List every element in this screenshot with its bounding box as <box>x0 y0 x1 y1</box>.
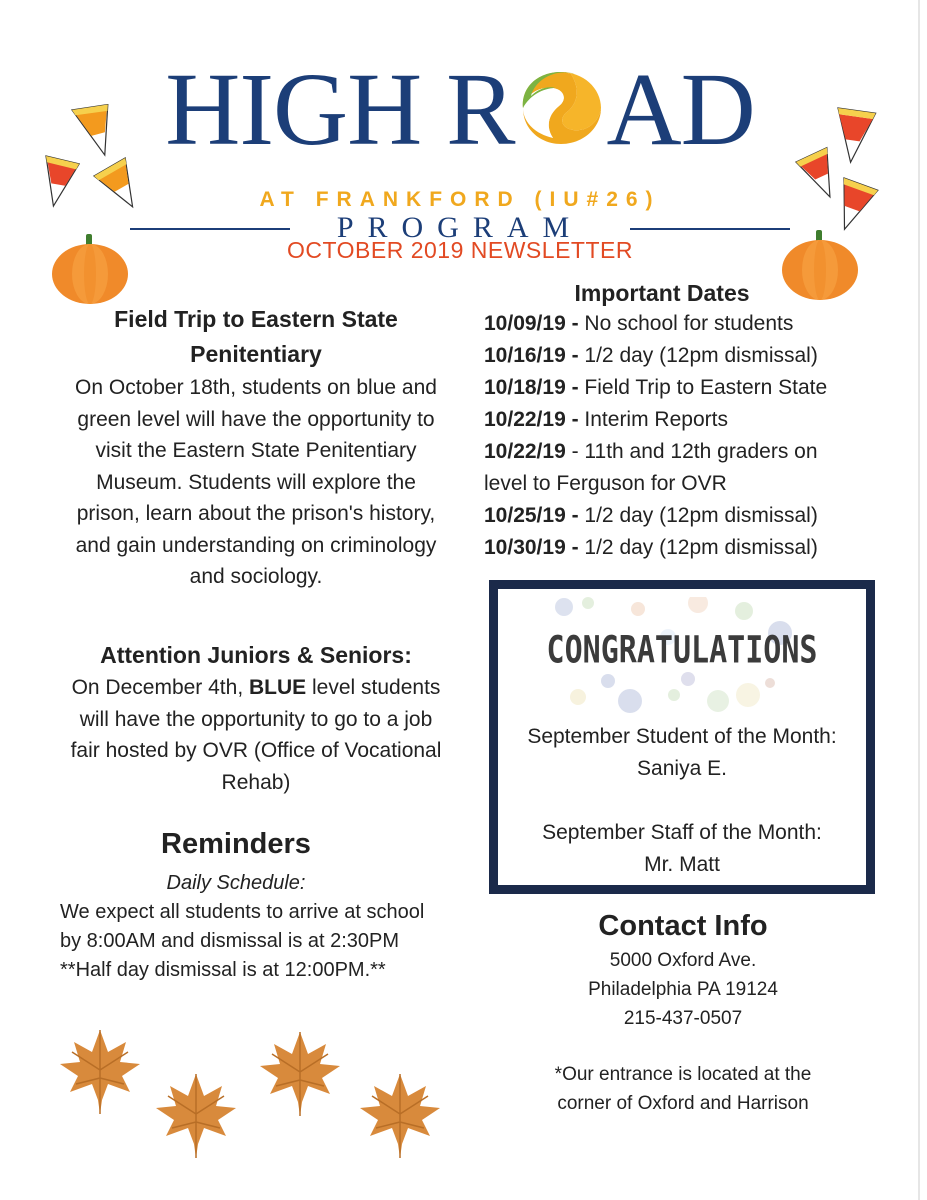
important-dates-list <box>484 308 884 564</box>
reminders-line-1: We expect all students to arrive at school by 8:00AM and dismissal is at 2:30PM <box>60 901 425 952</box>
logo-high-text: HIGH R <box>165 52 515 167</box>
congratulations-box <box>489 580 875 894</box>
contact-info <box>520 946 846 1118</box>
date-description: 1/2 day (12pm dismissal) <box>578 344 818 367</box>
list-item <box>484 404 884 436</box>
candy-corn-icon <box>828 178 878 234</box>
date-label: 10/22/19 - <box>484 408 579 431</box>
date-description: 1/2 day (12pm dismissal) <box>578 536 818 559</box>
page-edge <box>918 0 920 1200</box>
maple-leaf-icon <box>260 1032 340 1116</box>
candy-corn-icon <box>72 104 120 160</box>
candy-corn-cluster-left <box>44 104 144 224</box>
attention-body-start: On December 4th, <box>71 676 249 699</box>
list-item <box>484 308 884 340</box>
list-item <box>484 340 884 372</box>
date-description: Field Trip to Eastern State <box>578 376 828 399</box>
field-trip-body: On October 18th, students on blue and green level will have the opportunity to visit the Eastern State Penitentiary Museum. Students will explore the prison, learn about the prison's history, and gain understanding on criminology and sociology. <box>75 376 437 588</box>
logo-ad-text: AD <box>606 52 755 167</box>
subtitle-frankford: AT FRANKFORD (IU#26) <box>259 188 661 211</box>
attention-title: Attention Juniors & Seniors: <box>100 642 412 668</box>
reminders-line-2: **Half day dismissal is at 12:00PM.** <box>60 959 386 981</box>
attention-section <box>56 638 456 798</box>
date-description: Interim Reports <box>578 408 728 431</box>
candy-corn-icon <box>44 156 79 209</box>
list-item <box>484 532 884 564</box>
contact-entrance-note: *Our entrance is located at the corner of Oxford and Harrison <box>554 1064 812 1114</box>
contact-phone: 215-437-0507 <box>623 1008 743 1029</box>
road-swirl-icon <box>515 66 607 148</box>
important-dates-title: Important Dates <box>574 280 750 306</box>
list-item <box>484 500 884 532</box>
list-item <box>484 436 864 500</box>
date-label: 10/09/19 - <box>484 312 579 335</box>
attention-blue-level: BLUE <box>249 676 307 699</box>
daily-schedule-label: Daily Schedule: <box>166 872 306 894</box>
maple-leaf-icon <box>60 1030 140 1114</box>
date-label: 10/30/19 - <box>484 536 579 559</box>
candy-corn-icon <box>831 108 876 165</box>
attention-body-end: level students will have the opportunity to go to a job fair hosted by OVR (Office of Vocational Rehab) <box>70 676 442 794</box>
date-label: 10/16/19 - <box>484 344 579 367</box>
candy-corn-icon <box>94 158 144 216</box>
reminders-body <box>60 898 440 985</box>
date-description: - 11th and 12th graders on level to Ferguson for OVR <box>484 440 818 495</box>
field-trip-title-2: Penitentiary <box>190 341 322 367</box>
candy-corn-cluster-right <box>790 104 890 234</box>
staff-of-month-label: September Staff of the Month: <box>542 821 822 844</box>
contact-address-1: 5000 Oxford Ave. <box>609 950 757 971</box>
student-of-month-label: September Student of the Month: <box>527 725 837 748</box>
newsletter-title: OCTOBER 2019 NEWSLETTER <box>287 237 633 263</box>
list-item <box>484 372 884 404</box>
contact-info-title: Contact Info <box>598 910 768 942</box>
candy-corn-icon <box>796 148 846 204</box>
pumpkin-icon <box>48 232 132 306</box>
date-label: 10/18/19 - <box>484 376 579 399</box>
program-label: PROGRAM <box>336 211 584 244</box>
leaves-decoration <box>54 1030 454 1160</box>
student-of-month-name: Saniya E. <box>637 757 727 780</box>
date-description: 1/2 day (12pm dismissal) <box>578 504 818 527</box>
maple-leaf-icon <box>156 1074 236 1158</box>
date-description: No school for students <box>578 312 794 335</box>
reminders-title: Reminders <box>161 828 311 860</box>
field-trip-section <box>56 302 456 593</box>
logo-title <box>120 52 800 167</box>
congratulations-heading: CONGRATULATIONS <box>546 628 818 673</box>
attention-body <box>56 672 456 798</box>
staff-of-month-name: Mr. Matt <box>644 853 720 876</box>
date-label: 10/25/19 - <box>484 504 579 527</box>
congratulations-text <box>498 721 866 881</box>
date-label: 10/22/19 <box>484 440 566 463</box>
contact-address-2: Philadelphia PA 19124 <box>588 979 778 1000</box>
maple-leaf-icon <box>360 1074 440 1158</box>
field-trip-title-1: Field Trip to Eastern State <box>114 306 398 332</box>
